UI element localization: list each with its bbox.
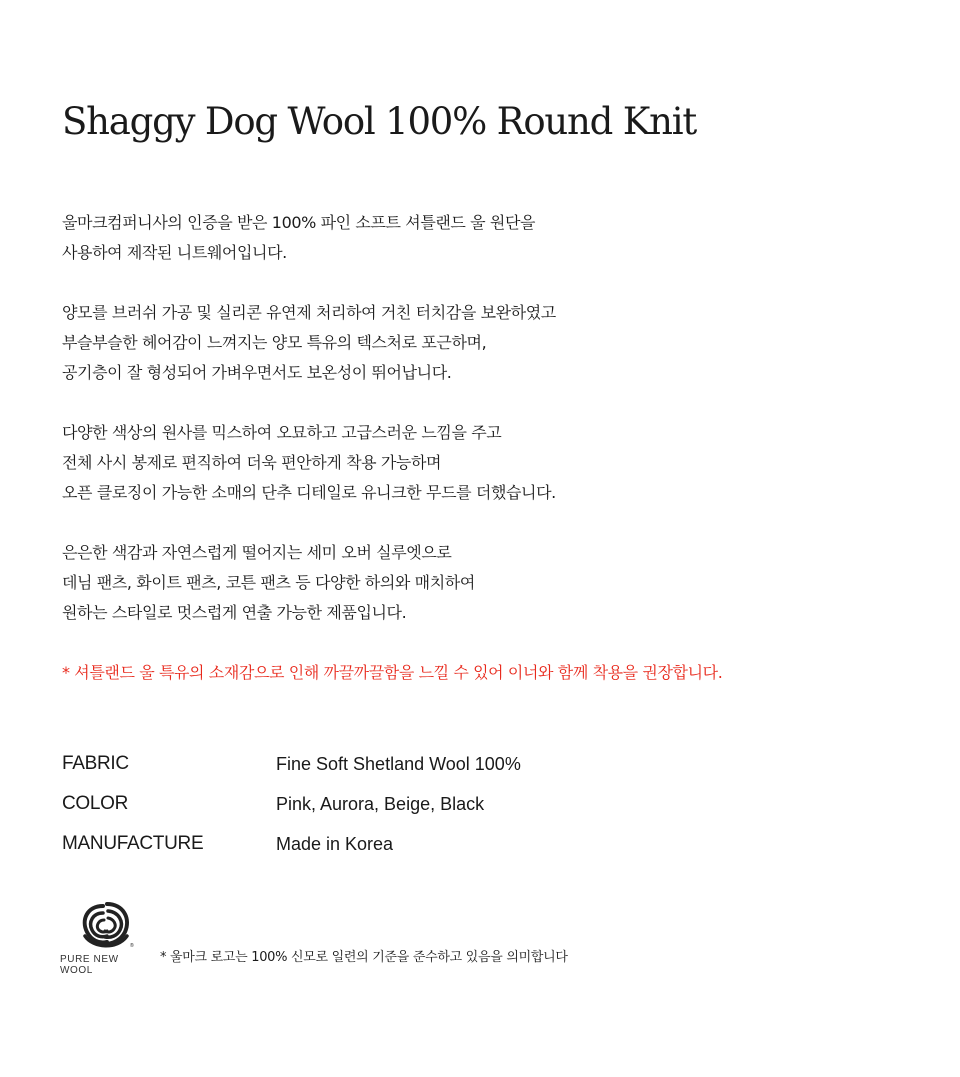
description-paragraph-3	[62, 418, 556, 508]
description-line: 사용하여 제작된 니트웨어입니다.	[62, 243, 287, 262]
spec-row-fabric	[62, 744, 521, 784]
spec-label: FABRIC	[62, 753, 129, 774]
care-notice: * 셔틀랜드 울 특유의 소재감으로 인해 까끌까끌함을 느낄 수 있어 이너와 함께 착용을 권장합니다.	[62, 663, 723, 682]
description-line: 은은한 색감과 자연스럽게 떨어지는 세미 오버 실루엣으로	[62, 543, 452, 562]
spec-label: MANUFACTURE	[62, 833, 204, 854]
spec-value: Made in Korea	[276, 833, 394, 854]
woolmark-note: * 울마크 로고는 100% 신모로 일련의 기준을 준수하고 있음을 의미합니다	[160, 950, 568, 965]
pure-new-wool-text: PURE NEW WOOL	[60, 954, 119, 976]
description-line: 부슬부슬한 헤어감이 느껴지는 양모 특유의 텍스처로 포근하며,	[62, 333, 487, 352]
spec-value: Fine Soft Shetland Wool 100%	[276, 753, 521, 774]
woolmark-icon	[77, 900, 135, 950]
spec-row-manufacture	[62, 824, 521, 864]
description-paragraph-2	[62, 298, 556, 388]
description-line: 오픈 클로징이 가능한 소매의 단추 디테일로 유니크한 무드를 더했습니다.	[62, 483, 556, 502]
description-line: 공기층이 잘 형성되어 가벼우면서도 보온성이 뛰어납니다.	[62, 363, 452, 382]
spec-table	[62, 744, 521, 864]
svg-text:®: ®	[130, 943, 134, 949]
description-paragraph-4	[62, 538, 475, 628]
page-title: Shaggy Dog Wool 100% Round Knit	[62, 100, 697, 143]
spec-label: COLOR	[62, 793, 129, 814]
description-line: 데님 팬츠, 화이트 팬츠, 코튼 팬츠 등 다양한 하의와 매치하여	[62, 573, 475, 592]
description-line: 양모를 브러쉬 가공 및 실리콘 유연제 처리하여 거친 터치감을 보완하였고	[62, 303, 556, 322]
description-line: 울마크컴퍼니사의 인증을 받은 100% 파인 소프트 셔틀랜드 울 원단을	[62, 213, 536, 232]
spec-row-color	[62, 784, 521, 824]
description-line: 전체 사시 봉제로 편직하여 더욱 편안하게 착용 가능하며	[62, 453, 442, 472]
woolmark-logo	[60, 900, 152, 976]
description-line: 원하는 스타일로 멋스럽게 연출 가능한 제품입니다.	[62, 603, 407, 622]
description-line: 다양한 색상의 원사를 믹스하여 오묘하고 고급스러운 느낌을 주고	[62, 423, 502, 442]
description-paragraph-1	[62, 208, 535, 268]
spec-value: Pink, Aurora, Beige, Black	[276, 793, 485, 814]
